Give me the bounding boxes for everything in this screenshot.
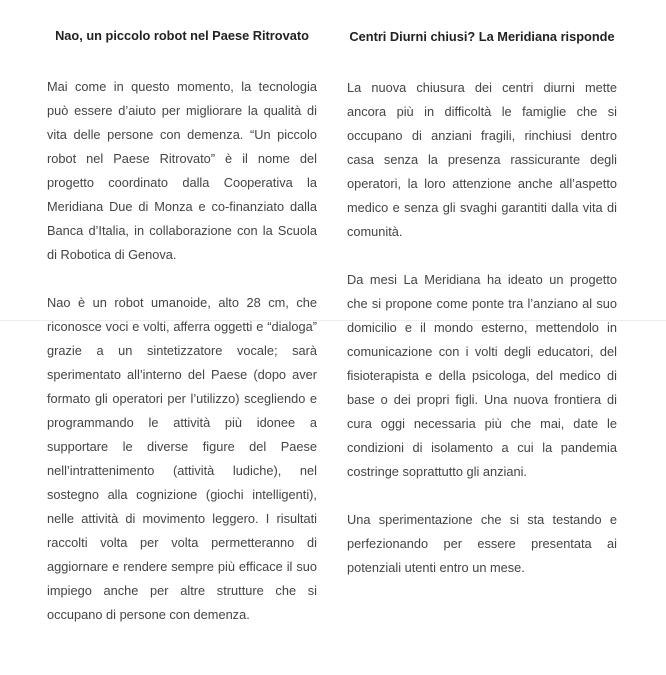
left-article: [47, 0, 317, 627]
right-article: [347, 0, 617, 580]
left-article-paragraph: Nao è un robot umanoide, alto 28 cm, che riconosce voci e volti, afferra oggetti e “dialoga” grazie a un sintetizzatore vocale; sarà sperimentato all’interno del Paese (dopo aver formato gli operatori per l’utilizzo) scegliendo e programmando le attività più idonee a supportare le diverse figure del Paese nell’intrattenimento (attività ludiche), nel sostegno alla cognizione (giochi intelligenti), nelle attività di movimento leggero. I risultati raccolti volta per volta permetteranno di aggiornare e rendere sempre più efficace il suo impiego anche per altre strutture che si occupano di persone con demenza.: [47, 295, 317, 622]
left-article-title: Nao, un piccolo robot nel Paese Ritrovato: [55, 28, 309, 43]
right-article-paragraph: Da mesi La Meridiana ha ideato un progetto che si propone come ponte tra l’anziano al suo domicilio e il mondo esterno, mettendolo in comunicazione con i volti degli educatori, del fisioterapista e della psicologa, del medico di base o dei propri figli. Una nuova frontiera di cura oggi necessaria più che mai, date le condizioni di isolamento a cui la pandemia costringe soprattutto gli anziani.: [347, 272, 617, 479]
left-article-paragraph: Mai come in questo momento, la tecnologia può essere d’aiuto per migliorare la qualità di vita delle persone con demenza. “Un piccolo robot nel Paese Ritrovato” è il nome del progetto coordinato dalla Cooperativa la Meridiana Due di Monza e co-finanziato dalla Banca d’Italia, in collaborazione con la Scuola di Robotica di Genova.: [47, 79, 317, 262]
right-article-title: Centri Diurni chiusi? La Meridiana risponde: [349, 29, 615, 44]
right-article-paragraph: La nuova chiusura dei centri diurni mette ancora più in difficoltà le famiglie che si occupano di anziani fragili, rinchiusi dentro casa senza la presenza rassicurante degli operatori, la loro attenzione anche all’aspetto medico e senza gli svaghi garantiti dalla vita di comunità.: [347, 80, 617, 239]
right-article-paragraph: Una sperimentazione che si sta testando e perfezionando per essere presentata ai potenziali utenti entro un mese.: [347, 512, 617, 575]
